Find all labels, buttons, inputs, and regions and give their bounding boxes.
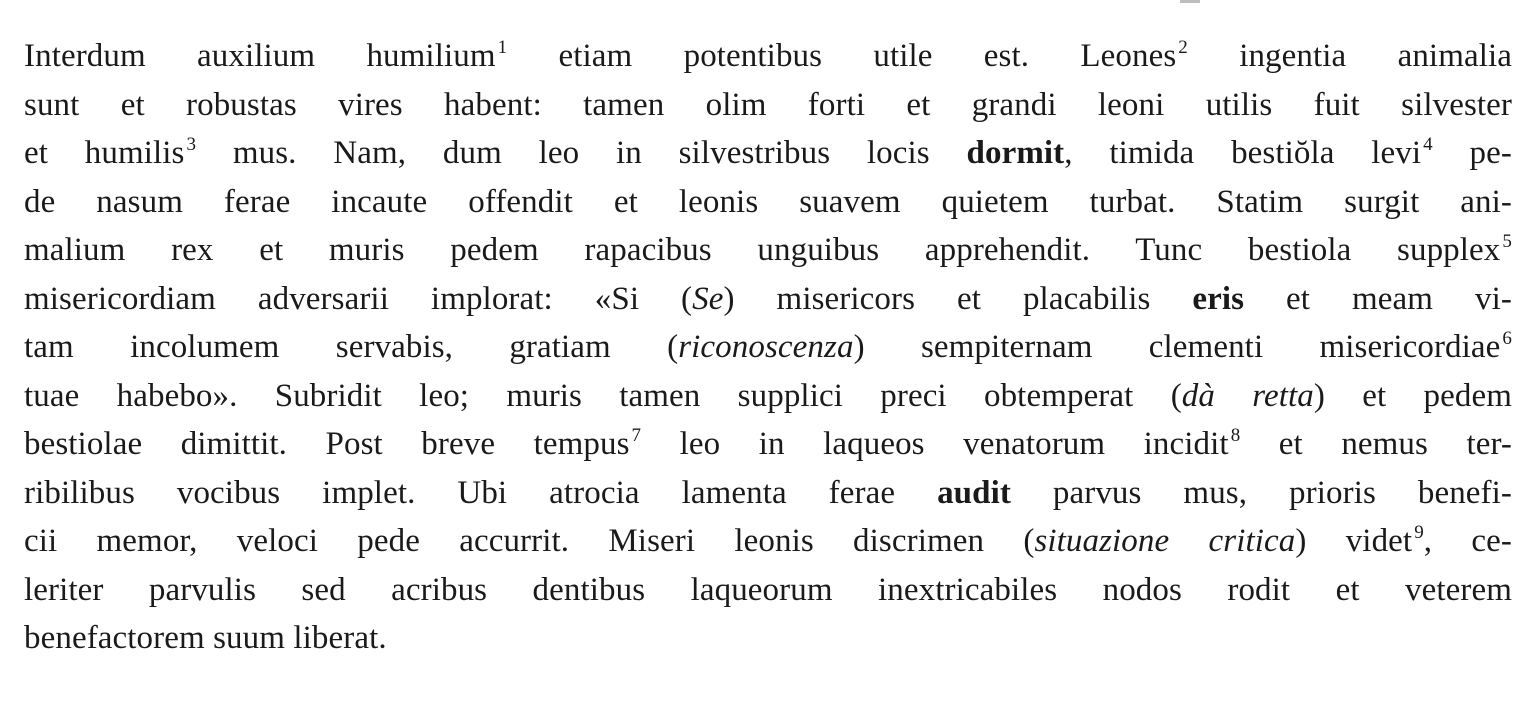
text-line	[24, 469, 1512, 518]
text-segment: ) videt	[1295, 523, 1413, 559]
text-segment: cii memor, veloci pede accurrit. Miseri leonis discrimen (	[24, 523, 1035, 559]
footnote-marker: 2	[1178, 37, 1188, 58]
text-segment: malium rex et muris pedem rapacibus unguibus apprehendit. Tunc bestiola supplex	[24, 232, 1501, 268]
italic-gloss: Se	[692, 280, 724, 317]
text-segment: leo in laqueos venatorum incidit	[641, 426, 1229, 462]
text-segment: leriter parvulis sed acribus dentibus laqueorum inextricabiles nodos rodit et veterem	[24, 571, 1512, 608]
text-segment: ingentia animalia	[1187, 38, 1512, 74]
text-line	[24, 566, 1512, 615]
text-segment: Interdum auxilium humilium	[24, 38, 496, 74]
text-line	[24, 614, 1512, 663]
footnote-marker: 4	[1423, 134, 1433, 155]
text-segment: parvus mus, prioris benefi-	[1010, 474, 1512, 511]
text-segment: sunt et robustas vires habent: tamen olim forti et grandi leoni utilis fuit silvester	[24, 86, 1512, 123]
footnote-marker: 6	[1502, 328, 1513, 349]
text-line	[24, 517, 1512, 566]
footnote-marker: 1	[497, 37, 508, 58]
italic-gloss: dà retta	[1181, 377, 1314, 414]
text-segment: , timida bestiŏla levi	[1064, 135, 1422, 171]
text-line	[24, 275, 1512, 324]
text-segment: etiam potentibus utile est. Leones	[507, 38, 1177, 74]
text-line	[24, 32, 1512, 81]
text-segment: ) et pedem	[1313, 377, 1512, 414]
text-segment: ) sempiternam clementi misericordiae	[853, 329, 1501, 365]
bold-verb: eris	[1192, 280, 1245, 317]
text-line	[24, 178, 1512, 227]
text-segment: tuae habebo». Subridit leo; muris tamen supplici preci obtemperat (	[24, 377, 1182, 414]
text-line	[24, 129, 1512, 178]
text-segment: et meam vi-	[1244, 280, 1512, 317]
text-segment: de nasum ferae incaute offendit et leonis suavem quietem turbat. Statim surgit ani-	[24, 183, 1512, 220]
text-segment: bestiolae dimittit. Post breve tempus	[24, 426, 630, 462]
latin-passage	[24, 32, 1512, 663]
footnote-marker: 7	[631, 425, 642, 446]
scan-speck	[1180, 0, 1200, 3]
text-line	[24, 226, 1512, 275]
italic-gloss: situazione critica	[1034, 523, 1296, 559]
text-segment: misericordiam adversarii implorat: «Si (	[24, 280, 693, 317]
text-segment: et humilis	[24, 135, 185, 171]
text-line	[24, 323, 1512, 372]
text-segment: pe-	[1432, 135, 1512, 171]
text-segment: et nemus ter-	[1240, 426, 1513, 462]
text-segment: tam incolumem servabis, gratiam (	[24, 329, 679, 365]
text-line	[24, 420, 1512, 469]
footnote-marker: 5	[1502, 231, 1512, 252]
footnote-marker: 9	[1414, 522, 1424, 543]
text-line	[24, 372, 1512, 421]
text-line	[24, 81, 1512, 130]
text-segment: benefactorem suum liberat.	[24, 620, 387, 656]
text-segment: ) misericors et placabilis	[723, 280, 1193, 317]
footnote-marker: 3	[186, 134, 197, 155]
bold-verb: audit	[937, 474, 1011, 511]
italic-gloss: riconoscenza	[678, 329, 854, 365]
text-segment: mus. Nam, dum leo in silvestribus locis	[196, 135, 967, 171]
bold-verb: dormit	[966, 135, 1065, 171]
text-segment: ribilibus vocibus implet. Ubi atrocia lamenta ferae	[24, 474, 938, 511]
footnote-marker: 8	[1230, 425, 1241, 446]
text-segment: , ce-	[1423, 523, 1512, 559]
